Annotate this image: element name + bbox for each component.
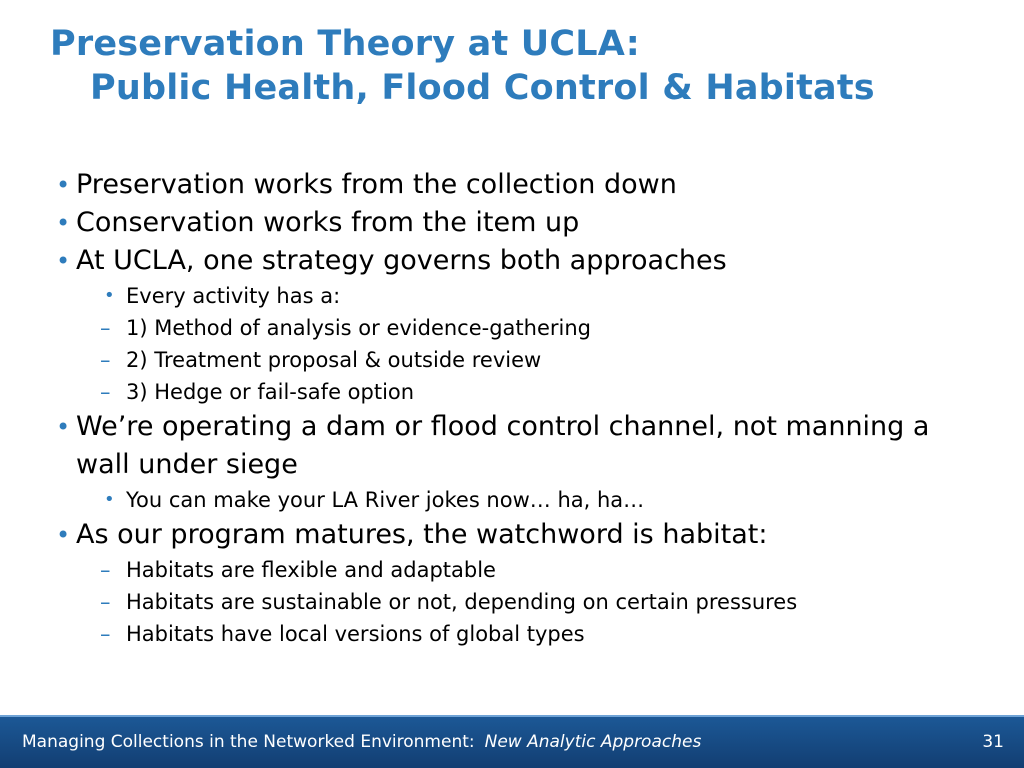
bullet-text: At UCLA, one strategy governs both approaches xyxy=(76,245,727,276)
sub-bullet-item xyxy=(56,484,976,516)
bullet-item xyxy=(56,516,976,554)
sub-bullet-text: Habitats are sustainable or not, depending on certain pressures xyxy=(126,590,798,614)
sub-bullet-item xyxy=(56,618,976,650)
bullet-dot-icon: • xyxy=(56,209,71,237)
sub-bullet-item xyxy=(56,344,976,376)
sub-bullet-text: 2) Treatment proposal & outside review xyxy=(126,348,542,372)
slide-body xyxy=(56,166,976,650)
sub-bullet-item xyxy=(56,554,976,586)
bullet-text: We’re operating a dam or flood control channel, not manning a wall under siege xyxy=(76,411,930,480)
bullet-text: Conservation works from the item up xyxy=(76,207,580,238)
dash-icon: – xyxy=(100,558,111,582)
sub-bullet-item xyxy=(56,280,976,312)
sub-bullet-item xyxy=(56,312,976,344)
bullet-text: Preservation works from the collection down xyxy=(76,169,677,200)
page-number: 31 xyxy=(982,732,1004,752)
dash-icon: – xyxy=(100,622,111,646)
bullet-item xyxy=(56,166,976,204)
bullet-dot-icon: • xyxy=(56,413,71,441)
bullet-dot-icon: • xyxy=(104,285,115,306)
dash-icon: – xyxy=(100,590,111,614)
slide-title xyxy=(50,22,990,110)
bullet-dot-icon: • xyxy=(56,521,71,549)
bullet-item xyxy=(56,408,976,484)
sub-bullet-text: Habitats have local versions of global types xyxy=(126,622,585,646)
sub-bullet-item xyxy=(56,376,976,408)
dash-icon: – xyxy=(100,380,111,404)
bullet-text: As our program matures, the watchword is habitat: xyxy=(76,519,768,550)
bullet-item xyxy=(56,204,976,242)
footer-caption xyxy=(22,732,701,752)
footer-subtitle: New Analytic Approaches xyxy=(484,732,702,752)
sub-bullet-item xyxy=(56,586,976,618)
bullet-item xyxy=(56,242,976,280)
bullet-dot-icon: • xyxy=(104,489,115,510)
sub-bullet-text: Habitats are flexible and adaptable xyxy=(126,558,496,582)
dash-icon: – xyxy=(100,316,111,340)
bullet-dot-icon: • xyxy=(56,171,71,199)
sub-bullet-text: 3) Hedge or fail-safe option xyxy=(126,380,415,404)
bullet-dot-icon: • xyxy=(56,247,71,275)
sub-bullet-text: 1) Method of analysis or evidence-gathering xyxy=(126,316,591,340)
sub-bullet-text: You can make your LA River jokes now… ha, ha… xyxy=(126,488,645,512)
dash-icon: – xyxy=(100,348,111,372)
title-line-1: Preservation Theory at UCLA: xyxy=(50,24,640,64)
footer-text: Managing Collections in the Networked Environment: xyxy=(22,732,475,752)
sub-bullet-text: Every activity has a: xyxy=(126,284,341,308)
title-line-2: Public Health, Flood Control & Habitats xyxy=(90,68,875,108)
footer-bar xyxy=(0,715,1024,768)
